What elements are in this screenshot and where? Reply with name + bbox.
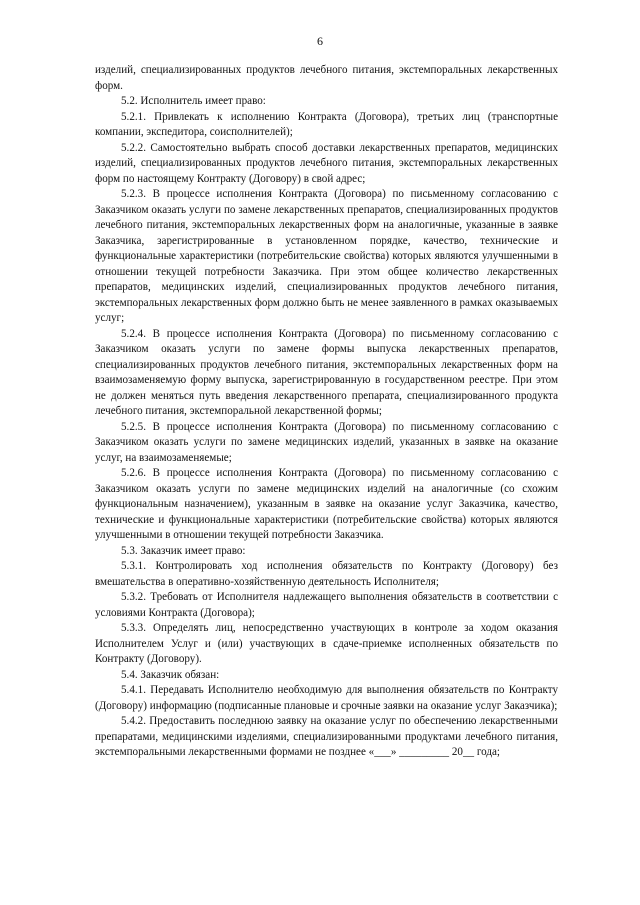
page-number: 6	[317, 34, 323, 48]
paragraph-p4: 5.2.3. В процессе исполнения Контракта (Договора) по письменному согласованию с Заказчиком оказать услуги по замене лекарственных препаратов, специализированных продуктов лечебного питания, экстемпоральных лекарственных форм на аналогичные, указанные в заявке Заказчика, зарегистрированные в установленном порядке, качество, технические и функциональные характеристики (потребительские свойства) которых являются улучшенными в отношении текущей потребности Заказчика. При этом общее количество лекарственных препаратов, медицинских изделий, специализированных продуктов лечебного питания, экстемпоральных лекарственных форм должно быть не менее заявленного в рамках оказываемых услуг;	[95, 188, 558, 324]
paragraph-p8: 5.3. Заказчик имеет право:	[121, 544, 246, 557]
paragraph-p11: 5.3.3. Определять лиц, непосредственно участвующих в контроле за ходом оказания Исполнителем Услуг и (или) участвующих в сдаче-приемке исполненных обязательств по Контракту (Договору).	[95, 622, 558, 665]
document-body	[95, 63, 558, 761]
paragraph-p3: 5.2.2. Самостоятельно выбрать способ доставки лекарственных препаратов, медицинских изделий, специализированных продуктов лечебного питания, экстемпоральных лекарственных форм по настоящему Контракту (Договору) в свой адрес;	[95, 141, 558, 185]
paragraph-p2: 5.2.1. Привлекать к исполнению Контракта (Договора), третьих лиц (транспортные компании, экспедитора, соисполнителей);	[95, 110, 558, 138]
paragraph-p0: изделий, специализированных продуктов лечебного питания, экстемпоральных лекарственных форм.	[95, 64, 558, 92]
paragraph-p1: 5.2. Исполнитель имеет право:	[121, 95, 266, 107]
paragraph-p9: 5.3.1. Контролировать ход исполнения обязательств по Контракту (Договору) без вмешательства в оперативно-хозяйственную деятельность Исполнителя;	[95, 560, 558, 588]
paragraph-p10: 5.3.2. Требовать от Исполнителя надлежащего выполнения обязательств в соответствии с условиями Контракта (Договора);	[95, 591, 558, 619]
paragraph-p7: 5.2.6. В процессе исполнения Контракта (Договора) по письменному согласованию с Заказчиком оказать услуги по замене медицинских изделий на аналогичные (со схожим функциональным назначением), указанным в заявке на оказание услуг Заказчика, качество, технические и функциональные характеристики (потребительские свойства) которых являются улучшенными в отношении текущей потребности Заказчика.	[95, 467, 558, 541]
paragraph-p12: 5.4. Заказчик обязан:	[121, 668, 220, 681]
paragraph-p14: 5.4.2. Предоставить последнюю заявку на оказание услуг по обеспечению лекарственными препаратами, медицинскими изделиями, специализированными продуктами лечебного питания, экстемпоральными лекарственными формами не позднее «___» _________ 20__ года;	[95, 715, 558, 758]
paragraph-p13: 5.4.1. Передавать Исполнителю необходимую для выполнения обязательств по Контракту (Договору) информацию (подписанные плановые и срочные заявки на оказание услуг Заказчика);	[95, 684, 558, 712]
paragraph-p5: 5.2.4. В процессе исполнения Контракта (Договора) по письменному согласованию с Заказчиком оказать услуги по замене формы выпуска лекарственных препаратов, специализированных продуктов лечебного питания, экстемпоральных лекарственных форм на взаимозаменяемую форму выпуска, зарегистрированную в государственном реестре. При этом не должен меняться путь введения лекарственного препарата, специализированного продукта лечебного питания, экстемпоральной лекарственной формы;	[95, 327, 558, 417]
paragraph-p6: 5.2.5. В процессе исполнения Контракта (Договора) по письменному согласованию с Заказчиком оказать услуги по замене медицинских изделий, указанных в заявке на оказание услуг, на взаимозаменяемые;	[95, 420, 558, 464]
